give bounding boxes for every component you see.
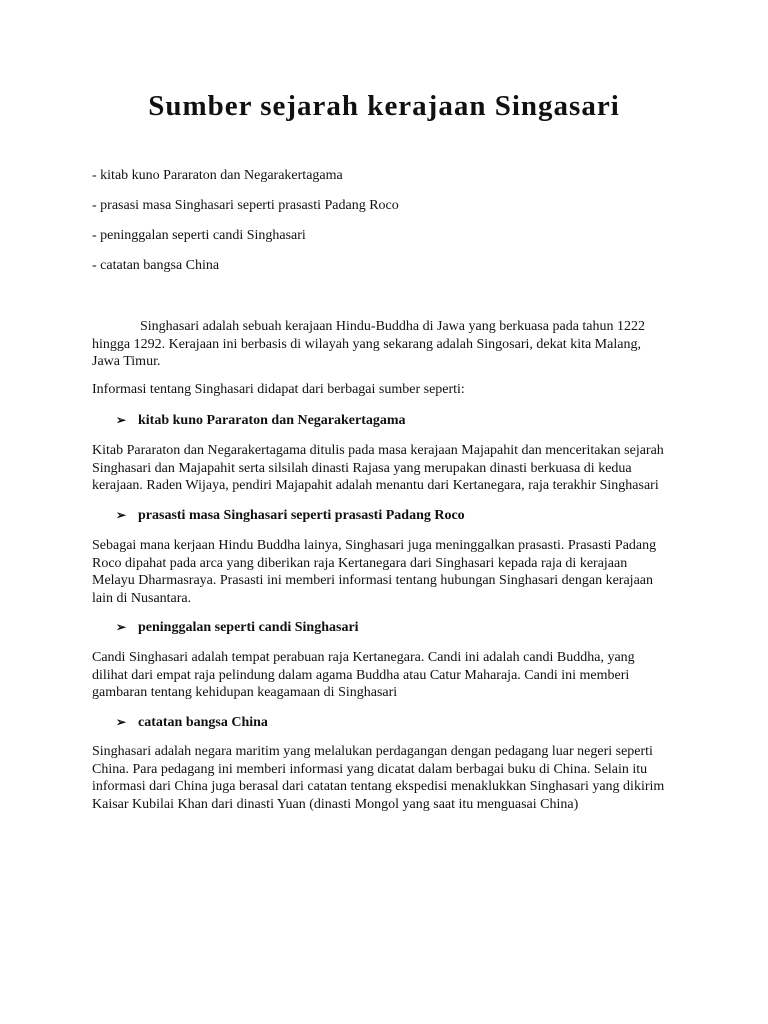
section-paragraph — [92, 442, 682, 495]
paragraph-line: Singhasari adalah sebuah kerajaan Hindu-Buddha di Jawa yang berkuasa pada tahun 1222 — [140, 319, 646, 334]
paragraph-line: China. Para pedagang ini memberi informasi yang dicatat dalam berbagai buku di China. Selain itu — [92, 761, 648, 777]
section-heading: ➢ kitab kuno Pararaton dan Negarakertagama — [116, 413, 406, 428]
paragraph-line: kerajaan. Raden Wijaya, pendiri Majapahit adalah menantu dari Kertanegara, raja terakhir Singhasari — [92, 478, 659, 493]
intro-paragraph — [92, 318, 682, 371]
source-list-item: - kitab kuno Pararaton dan Negarakertagama — [92, 168, 343, 183]
paragraph-line: Candi Singhasari adalah tempat perabuan raja Kertanegara. Candi ini adalah candi Buddha, yang — [92, 650, 635, 665]
section-heading: ➢ peninggalan seperti candi Singhasari — [116, 620, 359, 635]
section-heading: ➢ catatan bangsa China — [116, 715, 268, 730]
paragraph-line: Singhasari dan Majapahit serta silsilah dinasti Rajasa yang merupakan dinasti berkuasa di kedua — [92, 460, 632, 476]
source-list-item: - prasasi masa Singhasari seperti prasasti Padang Roco — [92, 198, 399, 213]
paragraph-line: lain di Nusantara. — [92, 590, 192, 606]
info-line: Informasi tentang Singhasari didapat dari berbagai sumber seperti: — [92, 382, 465, 397]
section-paragraph — [92, 743, 682, 813]
paragraph-line: Roco dipahat pada arca yang diberikan raja Kertanegara dari Singhasari kepada raja di kerajaan — [92, 555, 628, 571]
paragraph-line: dilihat dari empat raja pelindung dalam agama Buddha atau Catur Maharaja. Candi ini memberi — [92, 667, 630, 683]
paragraph-line: Sebagai mana kerjaan Hindu Buddha lainya, Singhasari juga meninggalkan prasasti. Prasasti Padang — [92, 538, 657, 553]
arrow-bullet-icon: ➢ — [116, 715, 127, 729]
paragraph-line: gambaran tentang kehidupan keagamaan di Singhasari — [92, 685, 398, 700]
paragraph-line: informasi dari China juga berasal dari catatan tentang ekspedisi menaklukkan Singhasari yang dikirim — [92, 779, 665, 794]
paragraph-line: hingga 1292. Kerajaan ini berbasis di wilayah yang sekarang adalah Singosari, dekat kita Malang, — [92, 336, 641, 352]
page-title: Sumber sejarah kerajaan Singasari — [148, 90, 620, 122]
paragraph-line: Kitab Pararaton dan Negarakertagama ditulis pada masa kerajaan Majapahit dan menceritakan sejarah — [92, 443, 664, 458]
arrow-bullet-icon: ➢ — [116, 620, 127, 634]
paragraph-line: Jawa Timur. — [92, 354, 161, 369]
paragraph-line: Singhasari adalah negara maritim yang melalukan perdagangan dengan pedagang luar negeri seperti — [92, 744, 653, 759]
section-heading: ➢ prasasti masa Singhasari seperti prasasti Padang Roco — [116, 508, 465, 523]
arrow-bullet-icon: ➢ — [116, 413, 127, 427]
source-list-item: - catatan bangsa China — [92, 258, 220, 273]
arrow-bullet-icon: ➢ — [116, 508, 127, 522]
source-list-item: - peninggalan seperti candi Singhasari — [92, 228, 306, 243]
section-paragraph — [92, 537, 682, 607]
paragraph-line: Kaisar Kubilai Khan dari dinasti Yuan (dinasti Mongol yang saat itu menguasai China) — [92, 796, 579, 812]
paragraph-line: Melayu Dharmasraya. Prasasti ini memberi informasi tentang hubungan Singhasari dengan kerajaan — [92, 573, 653, 588]
section-paragraph — [92, 649, 682, 702]
